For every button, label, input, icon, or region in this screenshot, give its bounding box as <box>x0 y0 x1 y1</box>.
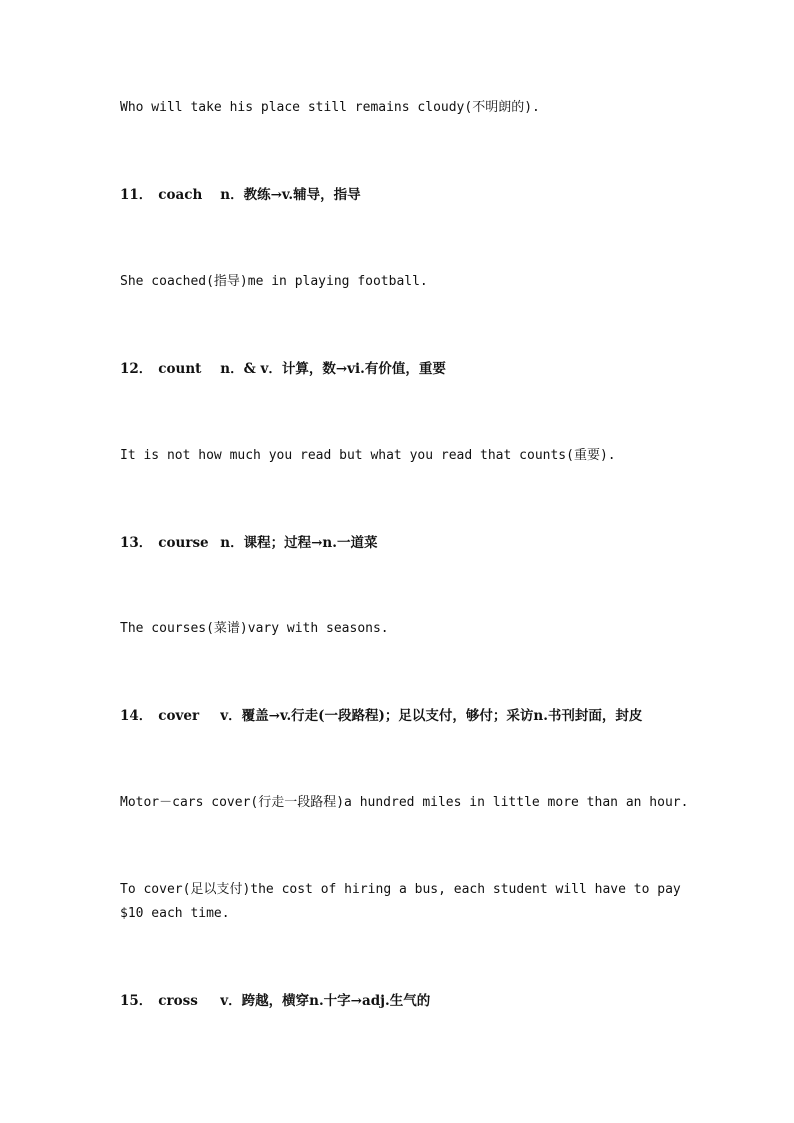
entry-definition: v．跨越，横穿n.十字→adj.生气的 <box>220 993 431 1009</box>
vocab-heading-course <box>120 531 685 555</box>
entry-definition: n．课程；过程→n.一道菜 <box>220 535 378 551</box>
entry-word: count <box>158 361 202 377</box>
entry-word: cover <box>158 708 200 724</box>
vocab-heading-cover <box>120 704 685 728</box>
entry-definition: n．& v．计算，数→vi.有价值，重要 <box>220 361 446 377</box>
entry-number: 14． <box>120 708 153 724</box>
example-sentence-counts: It is not how much you read but what you read that counts(重要). <box>120 448 616 463</box>
example-sentence-courses: The courses(菜谱)vary with seasons. <box>120 621 389 636</box>
entry-word: coach <box>158 187 203 203</box>
example-sentence-cloudy: Who will take his place still remains cloudy(不明朗的). <box>120 100 540 115</box>
entry-definition: n．教练→v.辅导，指导 <box>220 187 361 203</box>
vocab-heading-count <box>120 357 685 381</box>
example-sentence-motor-cars: Motor－cars cover(行走一段路程)a hundred miles in little more than an hour. <box>120 795 689 810</box>
vocab-heading-cross <box>120 989 685 1013</box>
entry-definition: v．覆盖→v.行走(一段路程)；足以支付，够付；采访n.书刊封面，封皮 <box>220 708 643 724</box>
entry-number: 12． <box>120 361 153 377</box>
entry-word: cross <box>158 993 198 1009</box>
entry-number: 11． <box>120 187 153 203</box>
example-sentence-coached: She coached(指导)me in playing football. <box>120 274 428 289</box>
entry-number: 15． <box>120 993 153 1009</box>
entry-number: 13． <box>120 535 153 551</box>
example-sentence-to-cover: To cover(足以支付)the cost of hiring a bus, each student will have to pay $10 each time. <box>120 882 681 921</box>
entry-word: course <box>158 535 209 551</box>
vocab-heading-coach <box>120 183 685 207</box>
